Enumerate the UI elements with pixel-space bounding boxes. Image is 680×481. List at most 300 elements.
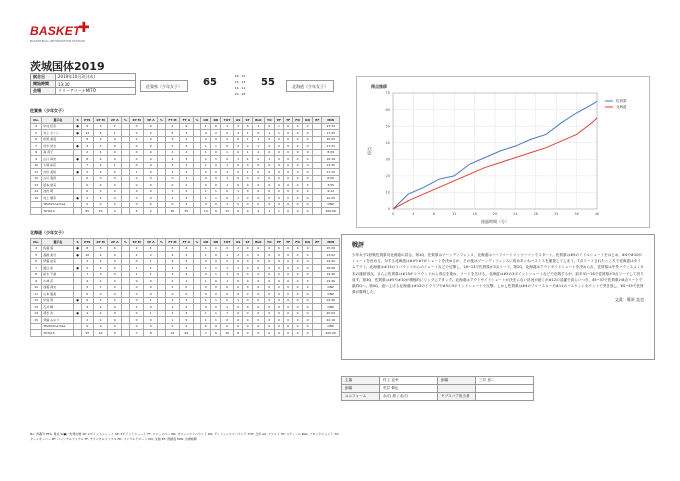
column-header: 選手名 xyxy=(42,117,74,124)
info-value: リリーアリーナMITO xyxy=(56,88,136,95)
table-cell: 0 xyxy=(108,156,122,163)
table-cell: 0 xyxy=(243,278,252,285)
table-cell: 1 xyxy=(201,297,211,304)
table-cell: 13:02 xyxy=(322,252,340,259)
column-header: FT M xyxy=(165,239,179,246)
table-cell: 6 xyxy=(211,208,221,215)
table-cell: 14 xyxy=(81,130,93,137)
table-cell: 0 xyxy=(243,323,252,330)
column-header: % xyxy=(193,117,201,124)
table-cell: 0 xyxy=(233,258,243,265)
table-cell: 0 xyxy=(252,182,264,189)
table-cell: 10 xyxy=(31,162,42,169)
table-cell: 1 xyxy=(201,265,211,272)
table-cell: 0 xyxy=(243,304,252,311)
table-cell: 1 xyxy=(211,195,221,202)
info-row xyxy=(31,81,136,88)
table-cell: 田中 結衣 xyxy=(42,143,74,150)
table-cell: 7 xyxy=(31,143,42,150)
chart-svg xyxy=(357,77,651,229)
column-header: % xyxy=(122,239,130,246)
table-cell: 2 xyxy=(81,149,93,156)
y-tick-label: 20 xyxy=(385,174,390,179)
table-cell: 0 xyxy=(274,136,283,143)
table-cell: 1 xyxy=(264,208,274,215)
x-axis-label: 経過時間（分） xyxy=(481,219,509,224)
table-cell: 0 xyxy=(264,136,274,143)
table-cell: 0 xyxy=(144,149,158,156)
table-cell: 1 xyxy=(264,130,274,137)
abbreviation-legend: No: 背番号 PTS: 得点 S(●): 先発出場 2P: 2ポイントシュート 3P: 3ポイントシュート FT: フリースロー OR: オフェンスリバウンド DR: ディフェンスリバウンド TOT: 合計 AS: アシスト ST: スティール BLK: ブロックショット TO: ターンオーバー PF: パーソナルファウル TF: テクニカルファウル FD: ファウルドローン DQ: 失格 EF: 貢献度 MIN: 出場時間 xyxy=(30,432,340,441)
stats-table-away xyxy=(30,238,340,337)
table-cell: 0 xyxy=(264,195,274,202)
table-cell: 1 xyxy=(93,317,108,324)
staff-row xyxy=(342,393,534,401)
table-cell: 4 xyxy=(165,156,179,163)
table-cell: TOTALS xyxy=(42,208,74,215)
table-cell: 1 xyxy=(243,136,252,143)
column-header: FT A xyxy=(180,117,193,124)
table-cell: 0 xyxy=(284,169,293,176)
table-cell: 0 xyxy=(284,258,293,265)
table-cell: 13:33 xyxy=(322,123,340,130)
table-cell: 0 xyxy=(284,130,293,137)
column-header: DR xyxy=(211,117,221,124)
table-cell: 0 xyxy=(302,188,312,195)
table-cell: 1 xyxy=(211,245,221,252)
table-cell: 1 xyxy=(252,149,264,156)
table-cell: 1 xyxy=(233,156,243,163)
table-cell: 0 xyxy=(211,304,221,311)
home-team-name: 佐賀県（少年女子） xyxy=(140,80,188,92)
table-cell: 20:02 xyxy=(322,310,340,317)
table-cell: 清水 杏 xyxy=(42,310,74,317)
table-cell: 10 xyxy=(221,330,233,337)
table-cell: 4 xyxy=(81,258,93,265)
column-header: No. xyxy=(31,117,42,124)
table-cell: 1 xyxy=(221,182,233,189)
table-cell: 2 xyxy=(180,136,193,143)
table-cell: 0 xyxy=(274,265,283,272)
x-tick-label: 28 xyxy=(533,212,539,216)
table-cell: 1 xyxy=(201,149,211,156)
table-cell: 0 xyxy=(233,162,243,169)
table-cell: 0 xyxy=(201,291,211,298)
table-cell: 1 xyxy=(252,123,264,130)
table-cell: 0 xyxy=(252,297,264,304)
table-cell: 1 xyxy=(201,123,211,130)
table-cell: 4 xyxy=(165,252,179,259)
table-cell: 13 xyxy=(31,304,42,311)
table-cell: 0 xyxy=(243,252,252,259)
table-cell: 0 xyxy=(284,284,293,291)
table-cell: 2 xyxy=(165,258,179,265)
table-cell: 0 xyxy=(252,291,264,298)
table-cell: 0 xyxy=(211,252,221,259)
staff-value: 荒井 伸也 xyxy=(380,385,438,393)
table-cell: TOTALS xyxy=(42,330,74,337)
table-cell: 0 xyxy=(221,143,233,150)
table-cell: 0 xyxy=(144,323,158,330)
table-cell: 0 xyxy=(129,195,144,202)
table-cell: 13:45 xyxy=(322,162,340,169)
table-cell: 0 xyxy=(165,323,179,330)
table-cell: 2 xyxy=(144,208,158,215)
table-cell: 0 xyxy=(284,195,293,202)
table-cell: 2 xyxy=(81,284,93,291)
column-header: EF xyxy=(313,239,322,246)
column-header: PTS xyxy=(81,117,93,124)
table-cell: 吉田 美咲 xyxy=(42,169,74,176)
table-cell: 高橋 美月 xyxy=(42,252,74,259)
table-cell: 24 xyxy=(165,330,179,337)
table-cell: 11:15 xyxy=(322,169,340,176)
table-cell: 0 xyxy=(284,156,293,163)
table-cell: 0 xyxy=(81,291,93,298)
column-header: FD xyxy=(293,239,303,246)
table-cell: 2 xyxy=(165,169,179,176)
table-cell: 15 xyxy=(31,195,42,202)
table-cell: 0 xyxy=(284,291,293,298)
table-cell: 0 xyxy=(108,265,122,272)
table-cell: 0 xyxy=(243,284,252,291)
table-cell: 13 xyxy=(31,182,42,189)
review-body: 少年女子2回戦佐賀県対北海道の試合。第1Q、佐賀県はゾーンディフェンス、北海道はハーフコートマンツーマンでスタート。佐賀県は#5のミドルシュートをはじめ、#4や#10がシュートを決める。対する北海道は#4や#7がシュートを決めるが、その後はゾーンディフェンスに攻めあぐねバスミスを連発してしまう。7点リードされたところで北海道はタイムアウト。北海道は#15のリバウンドからのシュートなどで反撃し、16−13で佐賀県が3点リード。第2Q、北海道はアウトサイドシュートを決められ、佐賀県は中外バランスよく3本の連続得点。さらに佐賀県は#15がリバウンドから得点を重ね、リードを広げる。北海道は#5の3ポイントシュートなどで応戦するが、前半31−26で佐賀県が5点リードして折り返す。第3Q、佐賀県は#5や#10が積極的にリングにアタック。北海道はアウトサイドシュートが決まらない状況が続くが#12の活躍で食らいつき、45−37で佐賀県の8点リードで最終Qへ。第4Q、追い上げる北海道は#12のドライブや#5の3ポイントシュートで反撃。しかし佐賀県は#4のフリースローや#11のバスケットカウントで突き放し、65−55で佐賀県が勝利した。 xyxy=(352,253,644,295)
table-cell: 0 xyxy=(293,278,303,285)
table-cell: 0 xyxy=(302,291,312,298)
table-cell: 0 xyxy=(274,201,283,208)
table-cell: 2 xyxy=(93,169,108,176)
table-cell: 0 xyxy=(264,182,274,189)
table-cell: 0 xyxy=(243,245,252,252)
table-cell: 池田 萌 xyxy=(42,188,74,195)
table-cell: 3 xyxy=(165,271,179,278)
table-cell: 1 xyxy=(243,169,252,176)
table-cell: 9 xyxy=(31,156,42,163)
table-cell: 0 xyxy=(274,284,283,291)
table-cell: 1 xyxy=(211,143,221,150)
table-cell: 14 xyxy=(31,310,42,317)
table-cell: 0 xyxy=(211,284,221,291)
table-cell: 伊藤 由菜 xyxy=(42,258,74,265)
table-cell: 3 xyxy=(180,130,193,137)
table-cell: DNP xyxy=(322,291,340,298)
table-cell: 0 xyxy=(264,162,274,169)
table-cell: 2 xyxy=(221,258,233,265)
table-cell: 3 xyxy=(233,130,243,137)
table-cell: 1 xyxy=(180,278,193,285)
table-cell: DNP xyxy=(322,304,340,311)
table-cell: 3 xyxy=(165,162,179,169)
table-cell: 0 xyxy=(81,175,93,182)
table-cell: 8 xyxy=(233,330,243,337)
table-cell: 17:21 xyxy=(322,143,340,150)
table-cell: 0 xyxy=(108,201,122,208)
table-cell: 0 xyxy=(233,323,243,330)
table-cell: 佐藤 遥 xyxy=(42,245,74,252)
table-cell: 0 xyxy=(144,278,158,285)
table-cell: 15:29 xyxy=(322,245,340,252)
column-header: % xyxy=(122,117,130,124)
table-cell: 0 xyxy=(274,175,283,182)
table-cell: 1 xyxy=(233,195,243,202)
table-cell: 2 xyxy=(129,245,144,252)
table-cell: 0 xyxy=(274,258,283,265)
column-header: 3P M xyxy=(129,117,144,124)
table-cell: 0 xyxy=(274,188,283,195)
table-cell: 0 xyxy=(144,195,158,202)
table-cell: 0 xyxy=(201,182,211,189)
table-cell: 9 xyxy=(243,208,252,215)
table-cell: 4 xyxy=(93,252,108,259)
table-cell: 0 xyxy=(302,143,312,150)
table-cell: 0 xyxy=(302,258,312,265)
column-header: TO xyxy=(264,117,274,124)
table-cell: 1 xyxy=(243,149,252,156)
table-cell: 0 xyxy=(93,323,108,330)
staff-row xyxy=(342,377,534,385)
table-cell xyxy=(313,208,322,215)
table-cell: 0 xyxy=(108,310,122,317)
table-cell: 0 xyxy=(211,258,221,265)
table-cell: 0 xyxy=(284,188,293,195)
table-cell: 2 xyxy=(129,136,144,143)
table-cell: 0 xyxy=(293,252,303,259)
table-cell: 1 xyxy=(221,310,233,317)
table-cell: 0 xyxy=(129,175,144,182)
quarter-score: 20 - 18 xyxy=(234,92,246,96)
table-cell: 0 xyxy=(264,143,274,150)
table-cell: ● xyxy=(74,156,81,163)
table-cell: 0 xyxy=(165,201,179,208)
table-cell: 13 xyxy=(221,208,233,215)
table-cell: 0 xyxy=(302,169,312,176)
table-cell: 2 xyxy=(81,317,93,324)
table-cell: 1 xyxy=(201,317,211,324)
table-cell: 15 xyxy=(31,317,42,324)
table-cell: 0 xyxy=(144,188,158,195)
review-author: 文責：篠原 直也 xyxy=(614,297,644,303)
table-cell: ● xyxy=(74,130,81,137)
table-cell: 2 xyxy=(165,265,179,272)
table-cell: 0 xyxy=(180,284,193,291)
table-row xyxy=(31,208,340,215)
table-cell: 2 xyxy=(93,278,108,285)
table-cell: 0 xyxy=(108,258,122,265)
table-cell: 1 xyxy=(201,162,211,169)
chart-title: 得点推移 xyxy=(371,84,387,89)
table-cell: 1 xyxy=(165,304,179,311)
table-cell: 5 xyxy=(31,130,42,137)
table-cell: 0 xyxy=(108,278,122,285)
table-cell: 1 xyxy=(233,297,243,304)
x-tick-label: 8 xyxy=(432,212,435,216)
quarter-score: 15 - 13 xyxy=(234,80,246,84)
table-cell: 0 xyxy=(108,317,122,324)
table-cell: 0 xyxy=(129,162,144,169)
table-cell: 0 xyxy=(201,304,211,311)
table-cell: 0 xyxy=(129,201,144,208)
table-cell: 10 xyxy=(31,284,42,291)
table-cell: DNP xyxy=(322,323,340,330)
table-cell: 0 xyxy=(264,201,274,208)
table-cell: 0 xyxy=(252,284,264,291)
table-cell: 0 xyxy=(293,149,303,156)
home-total: 65 xyxy=(203,77,217,88)
table-cell: 0 xyxy=(274,310,283,317)
table-cell: 0 xyxy=(144,162,158,169)
table-cell: 0 xyxy=(129,317,144,324)
column-header: 2P M xyxy=(93,239,108,246)
table-cell: 200:00 xyxy=(322,208,340,215)
table-cell xyxy=(158,330,166,337)
table-cell: 古川 遥香 xyxy=(42,175,74,182)
table-cell: 0 xyxy=(264,258,274,265)
table-cell: 1 xyxy=(180,162,193,169)
table-cell: 1 xyxy=(211,317,221,324)
table-cell: 0 xyxy=(302,297,312,304)
legend-label: 北海道 xyxy=(616,105,627,110)
column-header: MIN xyxy=(322,239,340,246)
staff-table xyxy=(341,376,534,401)
column-header: % xyxy=(158,239,166,246)
table-cell: DNP xyxy=(322,284,340,291)
table-cell: 0 xyxy=(302,123,312,130)
table-cell: 4 xyxy=(31,245,42,252)
table-cell: 0 xyxy=(274,245,283,252)
table-cell: ● xyxy=(74,310,81,317)
table-cell: 0 xyxy=(221,291,233,298)
quarter-score: 14 - 11 xyxy=(234,86,246,90)
table-cell: 0 xyxy=(252,258,264,265)
table-cell: 1 xyxy=(144,245,158,252)
table-cell: 0 xyxy=(233,149,243,156)
table-cell: 9 xyxy=(31,278,42,285)
table-cell: 0 xyxy=(284,252,293,259)
table-cell: 0 xyxy=(284,310,293,317)
table-cell: 0 xyxy=(108,188,122,195)
table-cell: 石井 舞 xyxy=(42,304,74,311)
table-cell: 大塚 彩花 xyxy=(42,162,74,169)
table-cell: 0 xyxy=(233,284,243,291)
table-cell: 6 xyxy=(211,330,221,337)
table-cell: 0 xyxy=(233,291,243,298)
table-cell: 0 xyxy=(108,149,122,156)
table-cell: 3 xyxy=(165,188,179,195)
table-cell: 6 xyxy=(81,297,93,304)
column-header: % xyxy=(193,239,201,246)
table-cell: 5 xyxy=(31,252,42,259)
table-cell: 0 xyxy=(221,284,233,291)
info-key: 開始時間 xyxy=(31,81,56,88)
table-cell: 0 xyxy=(221,156,233,163)
table-cell: 0 xyxy=(302,252,312,259)
table-cell: 0 xyxy=(144,143,158,150)
table-cell: 2 xyxy=(201,156,211,163)
table-cell: 1 xyxy=(93,195,108,202)
column-header: 2P A xyxy=(108,239,122,246)
table-cell: 0 xyxy=(129,258,144,265)
table-cell: 1 xyxy=(274,123,283,130)
table-cell: 0 xyxy=(129,182,144,189)
table-cell: 0 xyxy=(293,136,303,143)
table-cell: 16:08 xyxy=(322,265,340,272)
table-cell: 1 xyxy=(201,188,211,195)
table-cell: 坂本 愛菜 xyxy=(42,182,74,189)
table-cell: 0 xyxy=(144,169,158,176)
column-header: DQ xyxy=(302,117,312,124)
table-cell: 11 xyxy=(31,291,42,298)
table-cell: 12:25 xyxy=(322,195,340,202)
table-cell: 0 xyxy=(264,271,274,278)
table-cell: 1 xyxy=(129,304,144,311)
table-cell: 1 xyxy=(211,188,221,195)
table-cell: 0 xyxy=(274,317,283,324)
table-cell: 0 xyxy=(302,156,312,163)
column-header: EF xyxy=(313,117,322,124)
table-cell: 1 xyxy=(221,162,233,169)
table-cell: 0 xyxy=(302,245,312,252)
table-cell: 1 xyxy=(274,208,283,215)
table-cell: 0 xyxy=(243,291,252,298)
table-cell: 5 xyxy=(93,130,108,137)
table-cell: 2 xyxy=(180,195,193,202)
table-cell: 0 xyxy=(284,323,293,330)
table-cell: 0 xyxy=(211,169,221,176)
table-cell: 0 xyxy=(252,188,264,195)
table-cell: 中島 葵 xyxy=(42,297,74,304)
table-cell: 0 xyxy=(211,278,221,285)
table-cell: 0 xyxy=(252,310,264,317)
table-cell: 0 xyxy=(201,258,211,265)
table-cell: 0 xyxy=(302,195,312,202)
table-cell: 0 xyxy=(233,271,243,278)
table-cell: 0 xyxy=(284,182,293,189)
table-cell: 0 xyxy=(264,291,274,298)
table-cell: 4 xyxy=(81,310,93,317)
table-cell: 0 xyxy=(293,201,303,208)
table-cell: 0 xyxy=(274,169,283,176)
table-cell: ● xyxy=(74,195,81,202)
table-cell: 2 xyxy=(165,310,179,317)
table-cell: 0 xyxy=(243,162,252,169)
table-cell: 0 xyxy=(108,169,122,176)
table-cell: 65 xyxy=(81,208,93,215)
table-cell: 0 xyxy=(129,278,144,285)
table-cell: 0 xyxy=(264,175,274,182)
table-cell: 0 xyxy=(108,330,122,337)
table-cell: 7 xyxy=(201,330,211,337)
game-info-table xyxy=(30,73,136,95)
table-cell: 8:09 xyxy=(322,149,340,156)
table-cell xyxy=(122,208,130,215)
table-cell: 0 xyxy=(293,123,303,130)
table-cell: 0 xyxy=(274,149,283,156)
table-cell: 0 xyxy=(221,317,233,324)
table-cell: 0 xyxy=(243,175,252,182)
table-cell: 0 xyxy=(129,323,144,330)
table-cell: 0 xyxy=(108,304,122,311)
table-cell: 山口 真央 xyxy=(42,156,74,163)
table-cell: 5 xyxy=(81,169,93,176)
table-cell: 0 xyxy=(129,156,144,163)
table-cell: 0 xyxy=(81,201,93,208)
review-title: 戦評 xyxy=(352,242,365,249)
table-cell: 3 xyxy=(81,304,93,311)
table-cell: 7 xyxy=(129,330,144,337)
table-cell: 0 xyxy=(108,182,122,189)
column-header: DR xyxy=(211,239,221,246)
